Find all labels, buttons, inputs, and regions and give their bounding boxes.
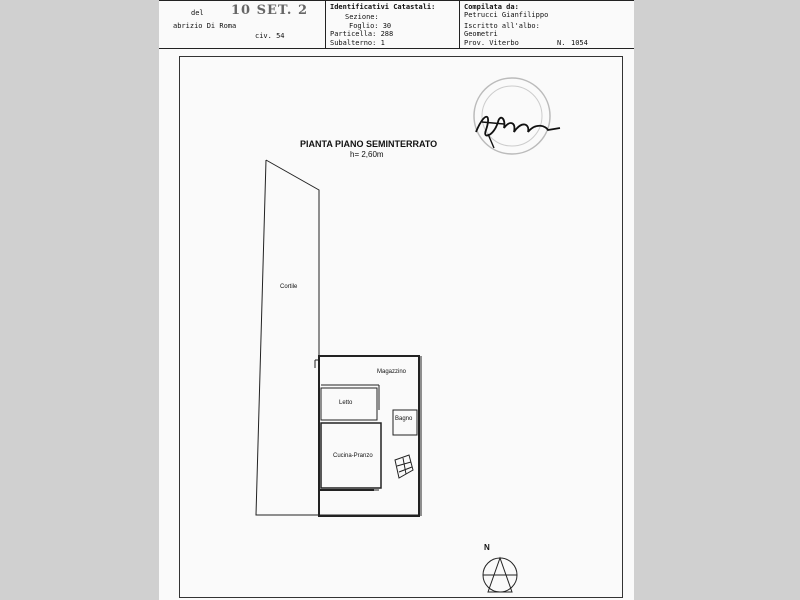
registry-number: 1054 xyxy=(571,39,588,47)
del-label: del xyxy=(191,9,204,17)
subalterno: Subalterno: 1 xyxy=(330,39,385,47)
sezione: Sezione: xyxy=(345,13,379,21)
north-label: N xyxy=(484,543,490,552)
wall-bagno xyxy=(393,410,417,435)
north-arrow xyxy=(483,558,517,592)
staircase xyxy=(395,455,413,478)
date-stamp: 10 SET. 2 xyxy=(231,3,309,18)
compilata-label: Compilata da: xyxy=(464,3,519,11)
civic-number: civ. 54 xyxy=(255,32,285,40)
plan-height: h= 2,60m xyxy=(350,150,384,159)
iscritto-label: Iscritto all'albo: xyxy=(464,22,540,30)
particella: Particella: 288 xyxy=(330,30,394,38)
building-outline xyxy=(319,356,419,516)
room-cucina: Cucina-Pranzo xyxy=(333,453,373,459)
foglio: Foglio: 30 xyxy=(349,22,392,30)
ident-title: Identificativi Catastali: xyxy=(330,3,436,11)
floor-plan xyxy=(159,0,634,600)
room-bagno: Bagno xyxy=(395,416,413,422)
room-cortile: Cortile xyxy=(280,284,298,290)
room-letto: Letto xyxy=(339,400,353,406)
stair-step xyxy=(403,458,406,474)
registry-number-label: N. xyxy=(557,39,566,47)
stair-outline xyxy=(395,455,413,478)
courtyard-boundary xyxy=(256,160,419,515)
address-text: abrizio Di Roma xyxy=(173,22,237,30)
province: Prov. Viterbo xyxy=(464,39,519,47)
cadastral-sheet xyxy=(159,0,634,600)
iscritto-value: Geometri xyxy=(464,30,498,38)
room-magazzino: Magazzino xyxy=(377,369,407,375)
courtyard-edge xyxy=(266,160,319,360)
plan-title: PIANTA PIANO SEMINTERRATO xyxy=(300,139,438,149)
compilata-name: Petrucci Gianfilippo xyxy=(464,11,549,19)
